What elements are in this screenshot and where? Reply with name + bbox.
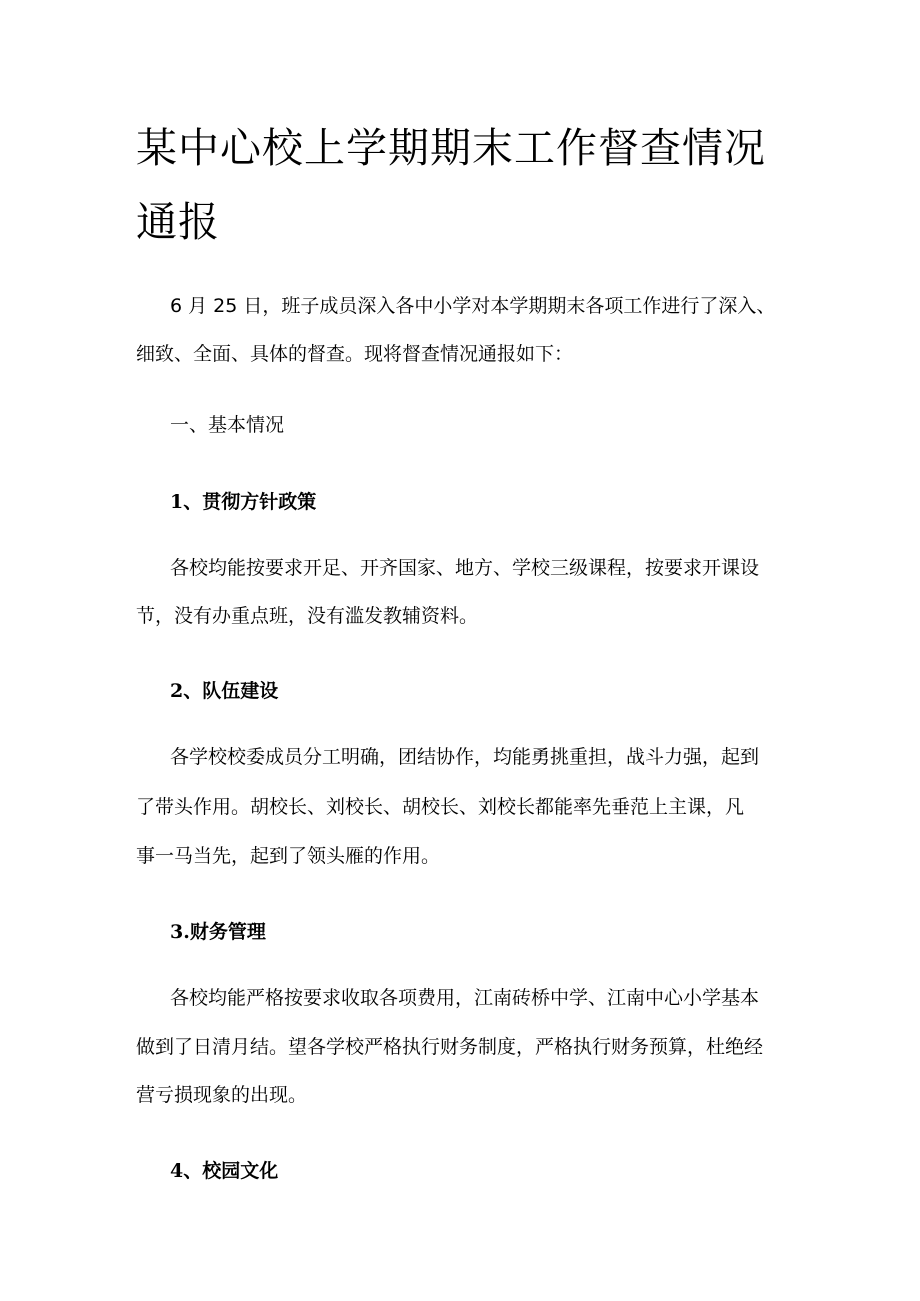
item1-paragraph-line-2: 节，没有办重点班，没有滥发教辅资料。: [136, 605, 479, 627]
item3-paragraph-line-2: 做到了日清月结。望各学校严格执行财务制度，严格执行财务预算，杜绝经: [136, 1036, 764, 1058]
document-title-line-1: 某中心校上学期期末工作督查情况: [136, 124, 766, 172]
item-heading-team: 2、队伍建设: [170, 680, 279, 702]
item2-paragraph-line-2: 了带头作用。胡校长、刘校长、胡校长、刘校长都能率先垂范上主课，凡: [136, 796, 745, 818]
item-heading-policy: 1、贯彻方针政策: [170, 491, 317, 513]
section-heading-basic: 一、基本情况: [170, 414, 285, 436]
intro-paragraph-line-2: 细致、全面、具体的督查。现将督查情况通报如下：: [136, 343, 574, 365]
item3-paragraph-line-1: 各校均能严格按要求收取各项费用，江南砖桥中学、江南中心小学基本: [170, 987, 760, 1009]
document-title-line-2: 通报: [136, 198, 220, 246]
item-heading-finance: 3.财务管理: [170, 921, 266, 943]
item2-paragraph-line-1: 各学校校委成员分工明确，团结协作，均能勇挑重担，战斗力强，起到: [170, 746, 760, 768]
item-heading-campus-culture: 4、校园文化: [170, 1160, 279, 1182]
item3-paragraph-line-3: 营亏损现象的出现。: [136, 1084, 308, 1106]
item1-paragraph-line-1: 各校均能按要求开足、开齐国家、地方、学校三级课程，按要求开课设: [170, 557, 760, 579]
item2-paragraph-line-3: 事一马当先，起到了领头雁的作用。: [136, 845, 441, 867]
intro-paragraph-line-1: 6 月 25 日，班子成员深入各中小学对本学期期末各项工作进行了深入、: [170, 295, 776, 317]
